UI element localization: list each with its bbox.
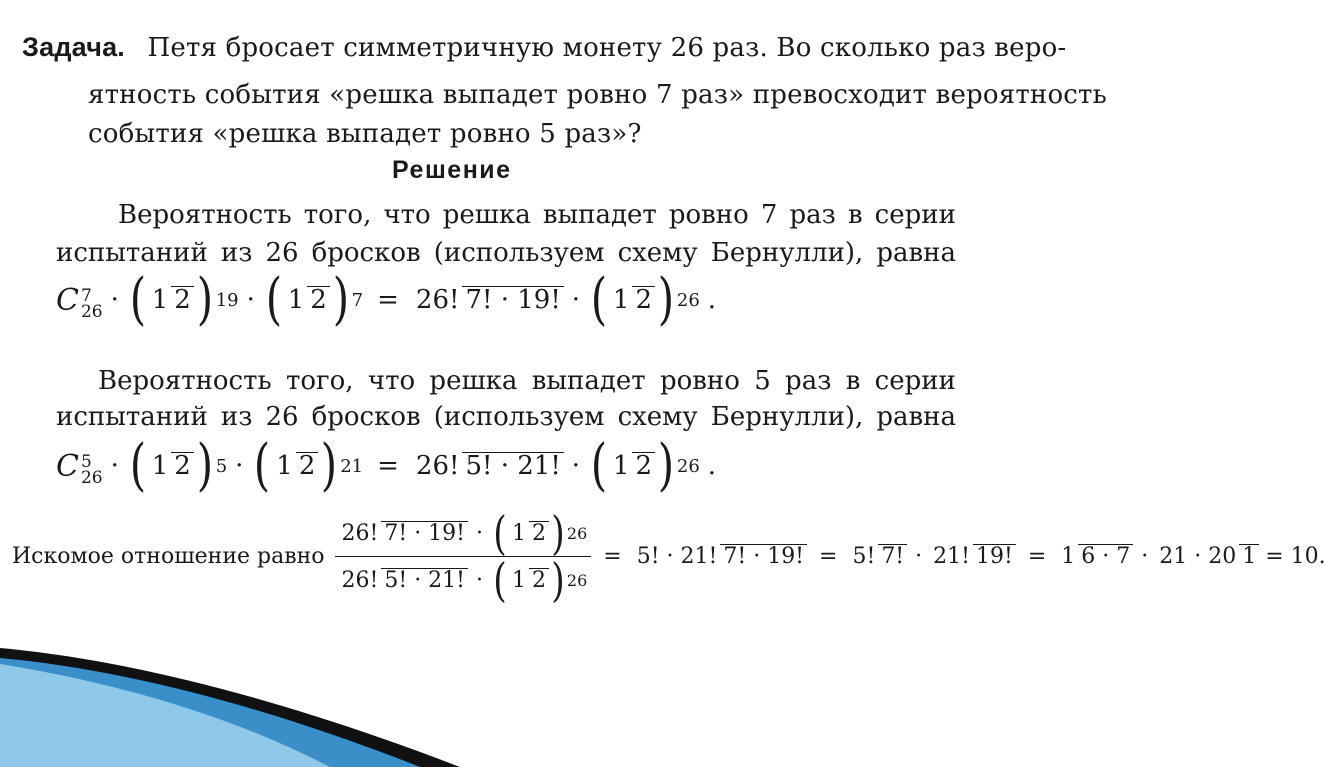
equals-op: = — [1027, 544, 1047, 569]
formula-1: C 7 26 · ( 1 2 ) 19 · ( 1 2 ) 7 = 26! 7! · 19! · ( 1 2 ) 26 . — [56, 267, 717, 332]
word: (используем — [433, 238, 605, 268]
word: из — [220, 238, 253, 268]
fraction-half: 1 2 — [149, 451, 194, 481]
combination-symbol: C — [56, 282, 79, 318]
dot-op: · — [246, 285, 255, 315]
exponent: 21 — [340, 455, 364, 477]
dot-op: · — [110, 451, 119, 481]
exponent: 26 — [676, 455, 700, 477]
word: равна — [876, 238, 956, 268]
exponent: 7 — [351, 289, 364, 311]
word: ровно — [659, 366, 740, 396]
word: того, — [285, 366, 354, 396]
dot-op: · — [1141, 544, 1149, 569]
word: испытаний — [56, 402, 208, 432]
fraction-half: 1 2 — [149, 285, 194, 315]
word: Бернулли), — [710, 238, 864, 268]
word: решка — [442, 200, 531, 230]
exponent: 5 — [215, 455, 228, 477]
ratio-result: = 10. — [1265, 544, 1326, 569]
word: бросков — [311, 402, 421, 432]
word: Вероятность — [98, 366, 272, 396]
word: Вероятность — [118, 200, 292, 230]
dot-op: · — [235, 451, 244, 481]
word: выпадет — [531, 366, 646, 396]
combination-symbol: C — [56, 448, 79, 484]
task-text-2: ятность события «решка выпадет ровно 7 раз» превосходит вероятность — [88, 80, 1107, 110]
task-label: Задача. — [22, 32, 126, 62]
task-line-1 — [22, 32, 1066, 63]
ratio-formula — [12, 506, 1326, 607]
word: испытаний — [56, 238, 208, 268]
ratio-label: Искомое отношение равно — [12, 544, 325, 569]
word: равна — [876, 402, 956, 432]
ratio-step-3b: 21 · 20 1 — [1156, 544, 1259, 569]
exponent: 26 — [676, 289, 700, 311]
word: что — [383, 200, 431, 230]
word: в — [847, 200, 863, 230]
ratio-big-fraction: 26! 7! · 19! · ( 1 2 ) 26 26! 5! · 21! · ( 1 2 ) 26 — [335, 510, 592, 603]
word: в — [845, 366, 861, 396]
ratio-step-3a: 1 6 · 7 — [1058, 544, 1133, 569]
word: раз — [785, 366, 832, 396]
word: Бернулли), — [710, 402, 864, 432]
equals-op: = — [377, 451, 399, 481]
combination-sup: 5 — [80, 452, 92, 472]
combination-sup: 7 — [80, 286, 92, 306]
word: 7 — [760, 200, 778, 230]
exponent: 19 — [215, 289, 239, 311]
equals-op: = — [603, 544, 622, 569]
task-text-1: Петя бросает симметричную монету 26 раз. Во сколько раз веро- — [147, 33, 1067, 63]
word: раз — [789, 200, 836, 230]
ratio-step-2b: 21! 19! — [930, 544, 1016, 569]
para1-line-1 — [118, 200, 956, 230]
word: 26 — [265, 402, 299, 432]
word: серии — [874, 200, 956, 230]
period: . — [707, 285, 717, 315]
dot-op: · — [915, 544, 923, 569]
fraction-half: 1 2 — [610, 285, 655, 315]
word: что — [367, 366, 416, 396]
factorial-fraction: 26! 5! · 21! — [413, 451, 564, 481]
equals-op: = — [377, 285, 399, 315]
ratio-step-1: 5! · 21! 7! · 19! — [634, 544, 807, 569]
para2-line-2 — [56, 402, 956, 432]
para1-line-2 — [56, 238, 956, 268]
task-line-3 — [88, 119, 642, 149]
decorative-wave — [0, 640, 470, 767]
task-text-3: события «решка выпадет ровно 5 раз»? — [88, 119, 642, 149]
word: 26 — [265, 238, 299, 268]
word: (используем — [433, 402, 605, 432]
combination-sub: 26 — [80, 468, 103, 488]
word: бросков — [311, 238, 421, 268]
word: схему — [617, 402, 698, 432]
fraction-half: 1 2 — [610, 451, 655, 481]
solution-heading: Решение — [392, 156, 512, 184]
word: ровно — [668, 200, 749, 230]
word: того, — [303, 200, 372, 230]
word: 5 — [754, 366, 771, 396]
dot-op: · — [571, 451, 581, 481]
ratio-step-2a: 5! 7! — [849, 544, 907, 569]
para2-line-1 — [98, 366, 956, 396]
word: решка — [429, 366, 518, 396]
fraction-half: 1 2 — [285, 285, 330, 315]
dot-op: · — [571, 285, 581, 315]
combination-sub: 26 — [80, 302, 103, 322]
word: из — [220, 402, 253, 432]
dot-op: · — [110, 285, 119, 315]
period: . — [707, 451, 717, 481]
factorial-fraction: 26! 7! · 19! — [413, 285, 564, 315]
word: выпадет — [542, 200, 657, 230]
word: схему — [617, 238, 698, 268]
task-line-2 — [88, 80, 1107, 110]
fraction-half: 1 2 — [273, 451, 318, 481]
word: серии — [874, 366, 956, 396]
equals-op: = — [819, 544, 838, 569]
formula-2: C 5 26 · ( 1 2 ) 5 · ( 1 2 ) 21 = 26! 5! · 21! · ( 1 2 ) 26 . — [56, 433, 717, 498]
